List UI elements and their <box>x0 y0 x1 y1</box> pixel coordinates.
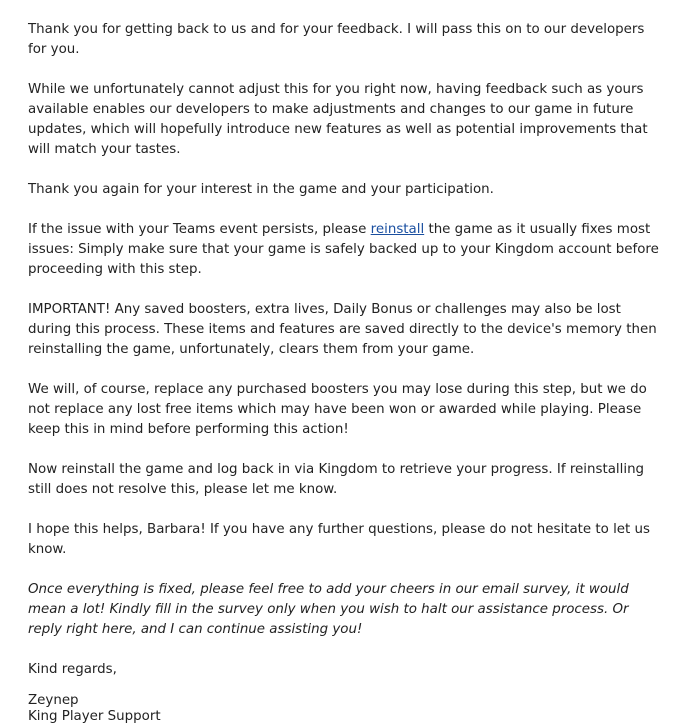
paragraph-survey-request: Once everything is fixed, please feel free to add your cheers in our email survey, it would mean a lot! Kindly fill in the survey only when you wish to halt our assistance process. Or reply right here, and I can continue assisting you! <box>28 582 629 637</box>
reinstall-text-after: the game as it usually fixes most issues: Simply make sure that your game is safely backed up to your Kingdom account before proceeding with this step. <box>28 222 659 277</box>
reinstall-text-before: If the issue with your Teams event persists, please <box>28 222 371 237</box>
paragraph-thanks-interest: Thank you again for your interest in the game and your participation. <box>28 182 494 197</box>
paragraph-important-warning: IMPORTANT! Any saved boosters, extra lives, Daily Bonus or challenges may also be lost during this process. These items and features are saved directly to the device's memory then reinstalling the game, unfortunately, clears them from your game. <box>28 302 657 357</box>
paragraph-boosters-replacement: We will, of course, replace any purchased boosters you may lose during this step, but we do not replace any lost free items which may have been won or awarded while playing. Please keep this in mind before performing this action! <box>28 382 647 437</box>
paragraph-hope-helps: I hope this helps, Barbara! If you have any further questions, please do not hesitate to let us know. <box>28 522 651 557</box>
paragraph-log-back-in: Now reinstall the game and log back in via Kingdom to retrieve your progress. If reinstalling still does not resolve this, please let me know. <box>28 462 645 497</box>
signature <box>28 693 662 725</box>
signature-name: Zeynep <box>28 693 79 708</box>
reinstall-link[interactable]: reinstall <box>370 222 425 237</box>
signature-team: King Player Support <box>28 709 161 724</box>
paragraph-reinstall-instructions <box>28 220 662 280</box>
closing-regards: Kind regards, <box>28 662 117 677</box>
email-body <box>28 20 662 725</box>
paragraph-thanks-feedback: Thank you for getting back to us and for your feedback. I will pass this on to our developers for you. <box>28 22 645 57</box>
paragraph-cannot-adjust: While we unfortunately cannot adjust this for you right now, having feedback such as yours available enables our developers to make adjustments and changes to our game in future updates, which will hopefully introduce new features as well as potential improvements that will match your tastes. <box>28 82 648 157</box>
